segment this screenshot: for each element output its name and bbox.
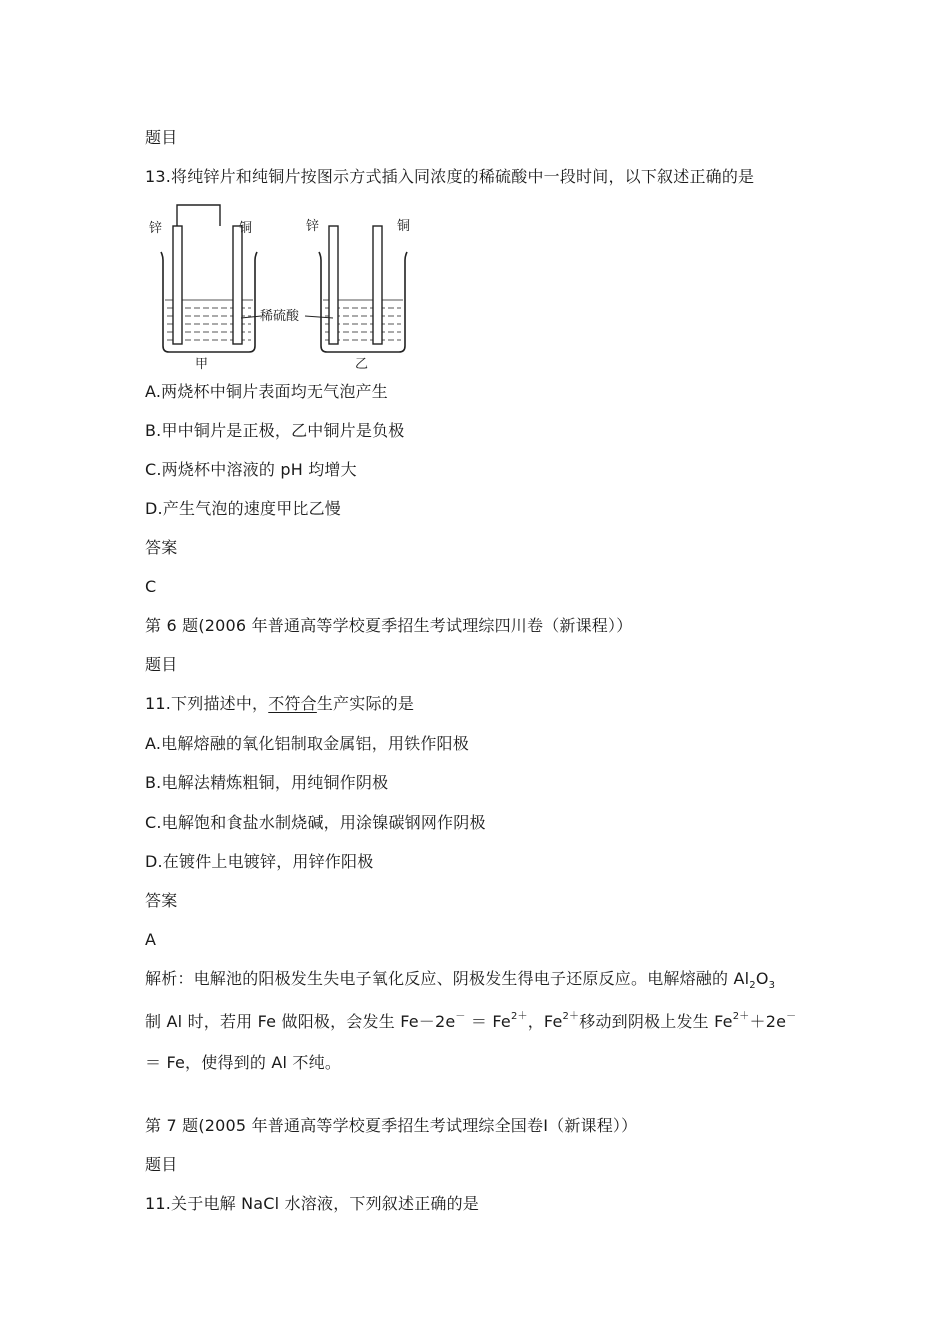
stem-emphasis: 不符合 [268,694,317,713]
zinc-plate-jia [173,226,182,344]
analysis-text: ＝ Fe [465,1012,511,1031]
question-heading: 题目 [145,655,178,674]
beaker-jia [149,205,257,372]
analysis-text: 制 Al 时，若用 Fe 做阳极，会发生 Fe－2e [145,1012,456,1031]
option-a: A.两烧杯中铜片表面均无气泡产生 [145,382,388,401]
stem-prefix: 11.下列描述中， [145,694,269,713]
stem-suffix: 生产实际的是 [316,694,415,713]
copper-plate-yi [373,226,382,344]
beaker-label-yi: 乙 [355,357,369,372]
beaker-label-jia: 甲 [195,357,209,372]
question-heading: 题目 [145,128,178,147]
question-stem: 13.将纯锌片和纯铜片按图示方式插入同浓度的稀硫酸中一段时间，以下叙述正确的是 [145,167,755,186]
analysis-text: ＋2e [749,1012,787,1031]
option-c: C.两烧杯中溶液的 pH 均增大 [145,460,357,479]
question-stem [145,694,414,714]
question-source: 第 6 题(2006 年普通高等学校夏季招生考试理综四川卷（新课程）） [145,616,633,635]
answer-value: A [145,930,157,949]
superscript: － [786,1010,797,1022]
option-c: C.电解饱和食盐水制烧碱，用涂镍碳钢网作阴极 [145,813,486,832]
question-source: 第 7 题(2005 年普通高等学校夏季招生考试理综全国卷Ⅰ（新课程）） [145,1116,638,1135]
superscript: － [455,1010,466,1022]
answer-heading: 答案 [145,538,178,557]
zinc-plate-yi [329,226,338,344]
question-stem: 11.关于电解 NaCl 水溶液，下列叙述正确的是 [145,1194,480,1213]
zinc-label-jia: 锌 [149,221,163,236]
analysis-text: ，Fe [527,1012,563,1031]
superscript: 2＋ [732,1010,750,1022]
option-d: D.在镀件上电镀锌，用锌作阳极 [145,852,374,871]
question-heading: 题目 [145,1155,178,1174]
wire [177,205,220,226]
option-a: A.电解熔融的氧化铝制取金属铝，用铁作阳极 [145,734,469,753]
answer-value: C [145,577,157,596]
beaker-diagram [145,200,425,375]
copper-label-jia: 铜 [239,221,253,236]
analysis-text: 移动到阴极上发生 Fe [579,1012,733,1031]
option-d: D.产生气泡的速度甲比乙慢 [145,499,342,518]
beaker-yi [306,218,410,372]
superscript: 2＋ [562,1010,580,1022]
copper-plate-jia [233,226,242,344]
subscript: 2 [749,980,756,992]
analysis-line-1 [145,969,776,992]
superscript: 2＋ [510,1010,528,1022]
option-b: B.甲中铜片是正极，乙中铜片是负极 [145,421,405,440]
zinc-label-yi: 锌 [306,219,320,234]
analysis-line-3: ＝ Fe，使得到的 Al 不纯。 [145,1053,342,1072]
copper-label-yi: 铜 [397,219,411,234]
acid-label: 稀硫酸 [260,309,300,324]
option-b: B.电解法精炼粗铜，用纯铜作阴极 [145,773,389,792]
subscript: 3 [768,980,776,992]
analysis-text: O [755,969,769,988]
analysis-line-2 [145,1012,796,1032]
analysis-text: 解析：电解池的阳极发生失电子氧化反应、阴极发生得电子还原反应。电解熔融的 Al [145,969,750,988]
answer-heading: 答案 [145,891,178,910]
